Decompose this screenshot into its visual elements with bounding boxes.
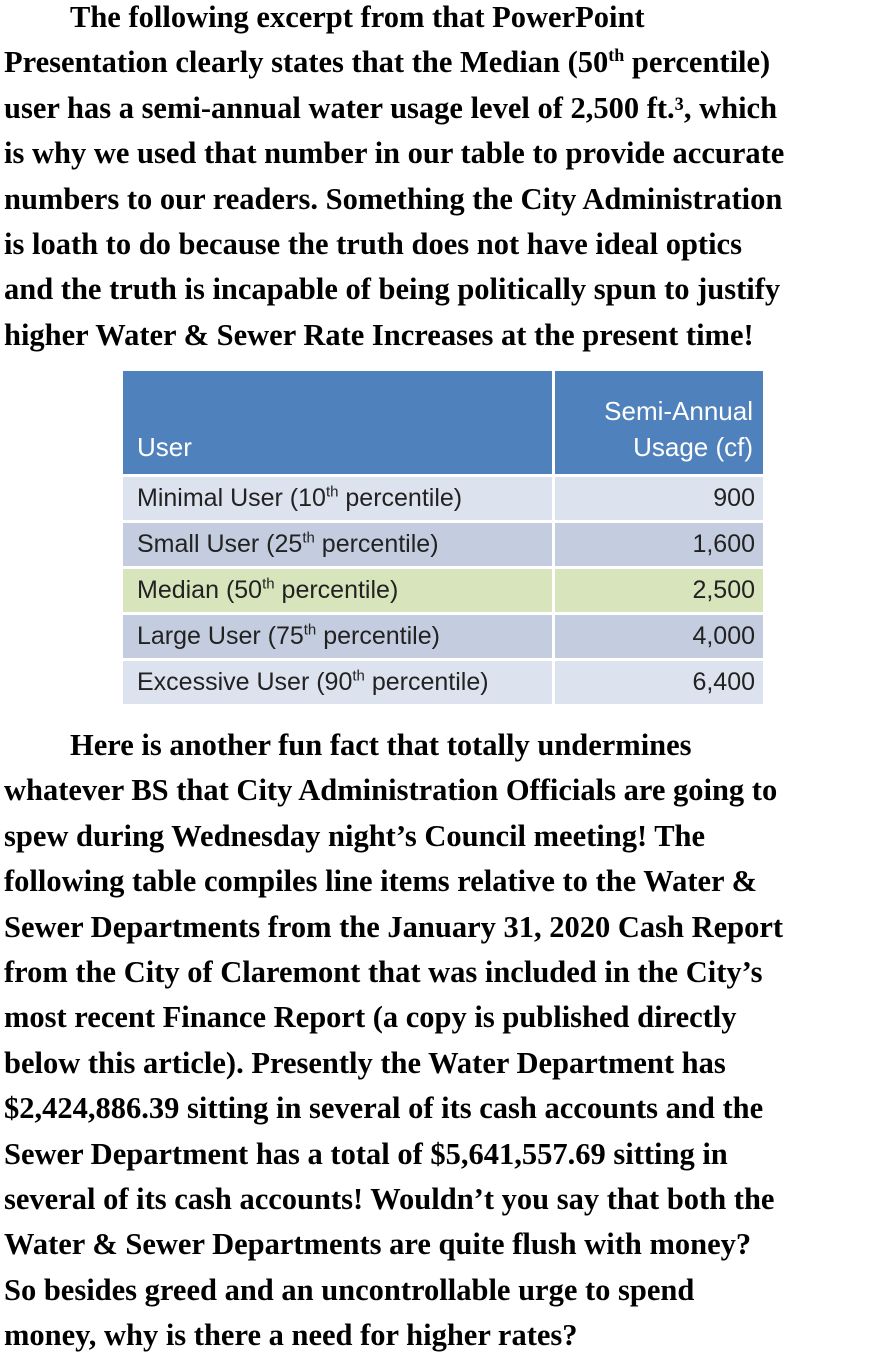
text-line: several of its cash accounts! Wouldn’t you say that both the: [4, 1181, 775, 1216]
table-row: [123, 614, 763, 660]
usage-table: [123, 371, 763, 704]
text-line: numbers to our readers. Something the City Administration: [4, 181, 783, 216]
user-cell: Large User (75th percentile): [123, 614, 553, 660]
text-line: So besides greed and an uncontrollable urge to spend: [4, 1272, 695, 1307]
text-line: money, why is there a need for higher rates?: [4, 1318, 578, 1353]
text-line: and the truth is incapable of being politically spun to justify: [4, 272, 781, 307]
text-line: most recent Finance Report (a copy is published directly: [4, 1000, 737, 1035]
second-paragraph: [4, 723, 876, 1358]
usage-cell: 2,500: [553, 568, 763, 614]
usage-cell: 900: [553, 476, 763, 522]
header-user: User: [123, 371, 553, 476]
text-line: following table compiles line items relative to the Water &: [4, 864, 758, 899]
table-row: [123, 522, 763, 568]
user-cell: Small User (25th percentile): [123, 522, 553, 568]
usage-cell: 4,000: [553, 614, 763, 660]
text-line: is why we used that number in our table to provide accurate: [4, 136, 785, 171]
text-line: The following excerpt from that PowerPoint: [70, 0, 645, 34]
intro-paragraph: [4, 0, 876, 358]
text-line: Presentation clearly states that the Median (50th percentile): [4, 45, 771, 80]
text-line: is loath to do because the truth does not have ideal optics: [4, 226, 742, 261]
text-line: higher Water & Sewer Rate Increases at the present time!: [4, 317, 754, 352]
table-header-row: [123, 371, 763, 476]
text-line: user has a semi-annual water usage level of 2,500 ft.³, which: [4, 90, 778, 125]
text-line: Sewer Departments from the January 31, 2020 Cash Report: [4, 909, 784, 944]
text-line: from the City of Claremont that was included in the City’s: [4, 954, 763, 989]
user-cell: Excessive User (90th percentile): [123, 660, 553, 705]
text-line: Sewer Department has a total of $5,641,557.69 sitting in: [4, 1136, 728, 1171]
text-line: Water & Sewer Departments are quite flush with money?: [4, 1227, 752, 1262]
text-line: whatever BS that City Administration Officials are going to: [4, 773, 778, 808]
usage-cell: 6,400: [553, 660, 763, 705]
table-row: [123, 660, 763, 705]
table-row: [123, 476, 763, 522]
user-cell: Median (50th percentile): [123, 568, 553, 614]
text-line: $2,424,886.39 sitting in several of its cash accounts and the: [4, 1091, 764, 1126]
superscript: th: [608, 45, 625, 66]
table-row-highlighted: [123, 568, 763, 614]
usage-cell: 1,600: [553, 522, 763, 568]
header-usage: Semi-Annual Usage (cf): [553, 371, 763, 476]
text-line: Here is another fun fact that totally undermines: [70, 728, 692, 762]
text-line: spew during Wednesday night’s Council meeting! The: [4, 818, 706, 853]
user-cell: Minimal User (10th percentile): [123, 476, 553, 522]
text-line: below this article). Presently the Water Department has: [4, 1045, 726, 1080]
